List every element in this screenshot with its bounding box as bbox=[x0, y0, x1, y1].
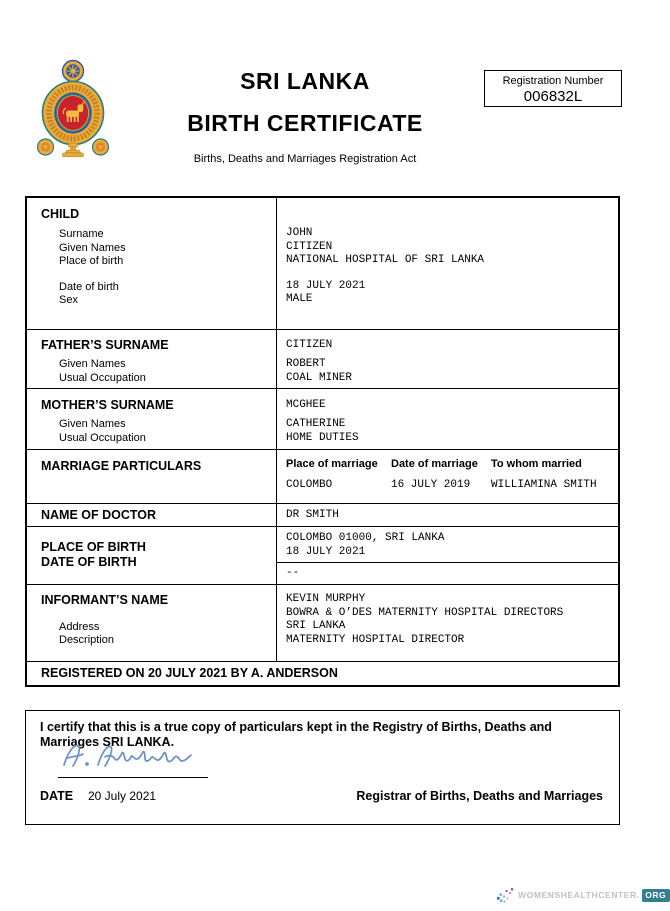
father-given-names-value: ROBERT bbox=[286, 358, 326, 370]
registration-number-box bbox=[484, 70, 622, 107]
child-sex-label: Sex bbox=[59, 294, 78, 306]
informant-description-label: Description bbox=[59, 634, 115, 646]
registrar-label: Registrar of Births, Deaths and Marriages bbox=[356, 789, 603, 803]
marriage-date-label: Date of marriage bbox=[391, 458, 478, 470]
informant-name-line1: KEVIN MURPHY bbox=[286, 593, 366, 605]
registration-number-value: 006832L bbox=[523, 88, 583, 105]
birth-date-value: 18 JULY 2021 bbox=[286, 545, 366, 558]
father-row bbox=[27, 329, 618, 388]
marriage-place-value: COLOMBO bbox=[286, 479, 333, 491]
child-section-label: CHILD bbox=[41, 207, 80, 221]
marriage-section-label: MARRIAGE PARTICULARS bbox=[41, 459, 202, 473]
signature-line bbox=[58, 777, 208, 778]
watermark-site-name: WOMENSHEALTHCENTER. bbox=[518, 890, 640, 900]
child-surname-label: Surname bbox=[59, 228, 104, 240]
country-title: SRI LANKA bbox=[240, 68, 370, 94]
registered-line: REGISTERED ON 20 JULY 2021 BY A. ANDERSON bbox=[41, 666, 338, 680]
mother-given-names-value: CATHERINE bbox=[286, 418, 346, 430]
document-title: BIRTH CERTIFICATE bbox=[187, 110, 423, 136]
mother-surname-value: MCGHEE bbox=[286, 399, 326, 411]
father-given-names-label: Given Names bbox=[59, 358, 126, 370]
mother-row bbox=[27, 388, 618, 449]
marriage-place-label: Place of marriage bbox=[286, 458, 378, 470]
birth-place-value: COLOMBO 01000, SRI LANKA bbox=[286, 532, 445, 544]
registered-row bbox=[27, 661, 618, 685]
date-of-birth-label: DATE OF BIRTH bbox=[41, 555, 137, 569]
informant-row bbox=[27, 584, 618, 661]
father-surname-value: CITIZEN bbox=[286, 339, 333, 351]
child-given-names-value: CITIZEN bbox=[286, 240, 333, 253]
mother-occupation-label: Usual Occupation bbox=[59, 431, 146, 444]
child-given-names-label: Given Names bbox=[59, 241, 126, 254]
informant-description-value: MATERNITY HOSPITAL DIRECTOR bbox=[286, 633, 465, 646]
marriage-date-value: 16 JULY 2019 bbox=[391, 479, 471, 491]
sun-symbol-icon bbox=[38, 139, 54, 155]
child-place-of-birth-value: NATIONAL HOSPITAL OF SRI LANKA bbox=[286, 254, 485, 266]
birth-place-date-row bbox=[27, 526, 618, 584]
certification-statement: I certify that this is a true copy of particulars kept in the Registry of Births, Deaths and Marriages SRI LANKA. bbox=[40, 720, 552, 749]
header-titles bbox=[115, 68, 495, 165]
informant-name-line2: BOWRA & O’DES MATERNITY HOSPITAL DIRECTORS bbox=[286, 606, 564, 619]
mother-occupation-value: HOME DUTIES bbox=[286, 431, 359, 444]
marriage-spouse-value: WILLIAMINA SMITH bbox=[491, 479, 597, 491]
child-surname-value: JOHN bbox=[286, 227, 313, 239]
sri-lanka-emblem-icon bbox=[35, 57, 111, 160]
child-date-of-birth-label: Date of birth bbox=[59, 280, 119, 293]
marriage-row bbox=[27, 449, 618, 503]
place-of-birth-label: PLACE OF BIRTH bbox=[41, 540, 146, 554]
mother-given-names-label: Given Names bbox=[59, 418, 126, 430]
doctor-row bbox=[27, 503, 618, 526]
certificate-table bbox=[25, 196, 620, 687]
watermark-org-badge: ORG bbox=[642, 889, 670, 902]
child-row bbox=[27, 198, 618, 329]
informant-section-label: INFORMANT’S NAME bbox=[41, 593, 169, 607]
informant-address-value: SRI LANKA bbox=[286, 620, 346, 632]
father-occupation-label: Usual Occupation bbox=[59, 371, 146, 384]
mother-section-label: MOTHER’S SURNAME bbox=[41, 398, 174, 412]
father-section-label: FATHER’S SURNAME bbox=[41, 338, 169, 352]
registrar-signature bbox=[56, 737, 206, 775]
emblem-pedestal bbox=[63, 143, 84, 157]
doctor-section-label: NAME OF DOCTOR bbox=[41, 508, 157, 522]
date-label: DATE bbox=[40, 789, 74, 803]
date-value: 20 July 2021 bbox=[88, 789, 157, 803]
watermark-logo bbox=[496, 884, 670, 906]
watermark-dots-icon bbox=[496, 885, 516, 905]
father-occupation-value: COAL MINER bbox=[286, 371, 353, 384]
moon-symbol-icon bbox=[93, 139, 109, 155]
certification-box bbox=[25, 710, 620, 825]
child-sex-value: MALE bbox=[286, 293, 313, 305]
doctor-name-value: DR SMITH bbox=[286, 509, 339, 521]
informant-address-label: Address bbox=[59, 620, 100, 633]
registration-number-label: Registration Number bbox=[502, 75, 604, 87]
marriage-spouse-label: To whom married bbox=[491, 458, 582, 470]
child-place-of-birth-label: Place of birth bbox=[59, 255, 124, 267]
child-date-of-birth-value: 18 JULY 2021 bbox=[286, 279, 366, 292]
birth-extra-value: -- bbox=[286, 567, 300, 579]
act-subtitle: Births, Deaths and Marriages Registration Act bbox=[193, 153, 417, 165]
